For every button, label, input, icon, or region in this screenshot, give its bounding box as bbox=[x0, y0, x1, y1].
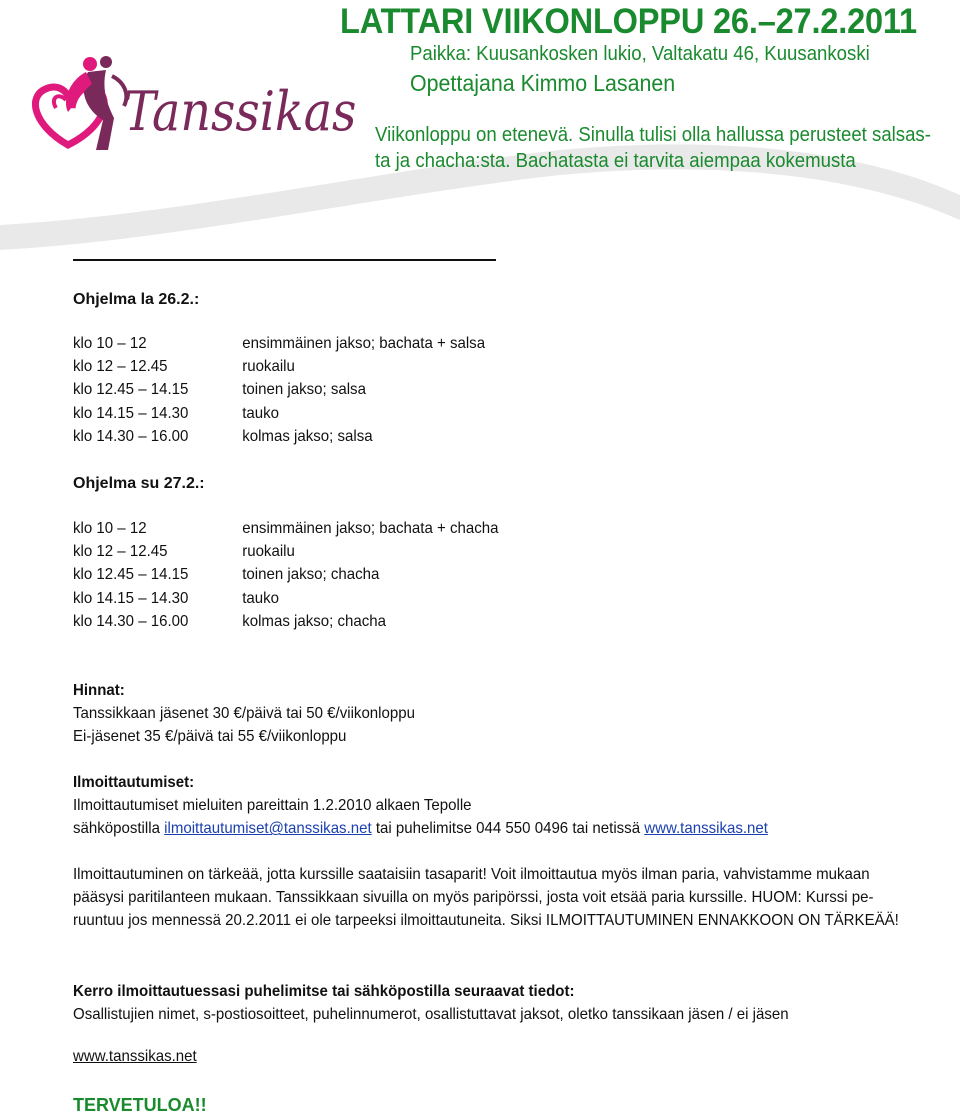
schedule-activity: tauko bbox=[242, 589, 279, 607]
schedule-time: klo 12.45 – 14.15 bbox=[73, 566, 189, 584]
footer-website-link[interactable]: www.tanssikas.net bbox=[73, 1048, 197, 1065]
prices-section bbox=[73, 679, 900, 749]
website-link[interactable]: www.tanssikas.net bbox=[644, 820, 768, 838]
schedule-activity: toinen jakso; salsa bbox=[242, 381, 366, 399]
registration-heading: Ilmoittautumiset: bbox=[73, 774, 195, 791]
tanssikas-logo bbox=[28, 50, 357, 160]
schedule-time: klo 10 – 12 bbox=[73, 520, 147, 537]
intro-line-2: ta ja chacha:sta. Bachatasta ei tarvita aiempaa kokemusta bbox=[375, 150, 856, 172]
logo-wordmark: Tanssikas bbox=[124, 80, 357, 143]
schedule-time: klo 10 – 12 bbox=[73, 335, 147, 352]
schedule-row bbox=[73, 425, 562, 448]
teacher-line: Opettajana Kimmo Lasanen bbox=[410, 70, 676, 96]
schedule-time: klo 14.30 – 16.00 bbox=[73, 427, 189, 445]
member-price: Tanssikkaan jäsenet 30 €/päivä tai 50 €/viikonloppu bbox=[73, 705, 415, 723]
saturday-heading: Ohjelma la 26.2.: bbox=[73, 291, 200, 308]
sunday-schedule bbox=[73, 517, 562, 633]
schedule-activity: tauko bbox=[242, 404, 279, 422]
schedule-row bbox=[73, 540, 562, 563]
info-request-section bbox=[73, 980, 900, 1026]
schedule-row bbox=[73, 610, 562, 633]
prices-heading: Hinnat: bbox=[73, 682, 125, 699]
schedule-activity: toinen jakso; chacha bbox=[242, 566, 380, 584]
schedule-activity: ensimmäinen jakso; bachata + salsa bbox=[242, 335, 486, 352]
page-title: LATTARI VIIKONLOPPU 26.–27.2.2011 bbox=[340, 2, 917, 41]
schedule-time: klo 14.15 – 14.30 bbox=[73, 589, 189, 607]
schedule-row bbox=[73, 378, 562, 401]
horizontal-divider bbox=[73, 259, 496, 261]
registration-line-1: Ilmoittautumiset mieluiten pareittain 1.2.2010 alkaen Tepolle bbox=[73, 797, 472, 815]
notice-paragraph: Ilmoittautuminen on tärkeää, jotta kurssille saataisiin tasaparit! Voit ilmoittautua myös ilman paria, vahvistamme mukaan pääsysi paritilanteen mukaan. Tanssikkaan sivuilla on myös paripörssi, josta voit etsää paria kurssille. HUOM: Kurssi pe-ruuntuu jos mennessä 20.2.2011 ei ole tarpeeksi ilmoittautuneita. Siksi ILMOITTAUTUMINEN ENNAKKOON ON TÄRKEÄÄ! bbox=[73, 866, 899, 930]
schedule-time: klo 14.15 – 14.30 bbox=[73, 404, 189, 422]
schedule-activity: ruokailu bbox=[242, 543, 295, 561]
schedule-activity: ruokailu bbox=[242, 358, 295, 376]
info-request-heading: Kerro ilmoittautuessasi puhelimitse tai sähköpostilla seuraavat tiedot: bbox=[73, 983, 575, 1000]
welcome-text: TERVETULOA!! bbox=[73, 1095, 207, 1115]
registration-line-2 bbox=[73, 817, 900, 840]
schedule-time: klo 12 – 12.45 bbox=[73, 543, 168, 561]
info-request-text: Osallistujien nimet, s-postiosoitteet, puhelinnumerot, osallistuttavat jaksot, oletko tanssikaan jäsen / ei jäsen bbox=[73, 1006, 789, 1024]
registration-section bbox=[73, 771, 900, 841]
schedule-activity: ensimmäinen jakso; bachata + chacha bbox=[242, 520, 499, 537]
schedule-row bbox=[73, 563, 562, 586]
schedule-time: klo 14.30 – 16.00 bbox=[73, 612, 189, 630]
schedule-time: klo 12.45 – 14.15 bbox=[73, 381, 189, 399]
schedule-row bbox=[73, 332, 562, 355]
schedule-row bbox=[73, 517, 562, 540]
registration-prefix: sähköpostilla bbox=[73, 820, 165, 838]
schedule-time: klo 12 – 12.45 bbox=[73, 358, 168, 376]
sunday-heading: Ohjelma su 27.2.: bbox=[73, 475, 205, 492]
schedule-activity: kolmas jakso; salsa bbox=[242, 427, 373, 445]
schedule-activity: kolmas jakso; chacha bbox=[242, 612, 386, 630]
venue-line: Paikka: Kuusankosken lukio, Valtakatu 46, Kuusankoski bbox=[410, 43, 870, 65]
schedule-row bbox=[73, 402, 562, 425]
saturday-schedule bbox=[73, 332, 562, 448]
intro-line-1: Viikonloppu on etenevä. Sinulla tulisi olla hallussa perusteet salsas- bbox=[375, 124, 931, 146]
registration-middle: tai puhelimitse 044 550 0496 tai netissä bbox=[371, 820, 645, 838]
non-member-price: Ei-jäsenet 35 €/päivä tai 55 €/viikonloppu bbox=[73, 728, 347, 746]
email-link[interactable]: ilmoittautumiset@tanssikas.net bbox=[164, 820, 372, 838]
schedule-row bbox=[73, 355, 562, 378]
schedule-row bbox=[73, 587, 562, 610]
